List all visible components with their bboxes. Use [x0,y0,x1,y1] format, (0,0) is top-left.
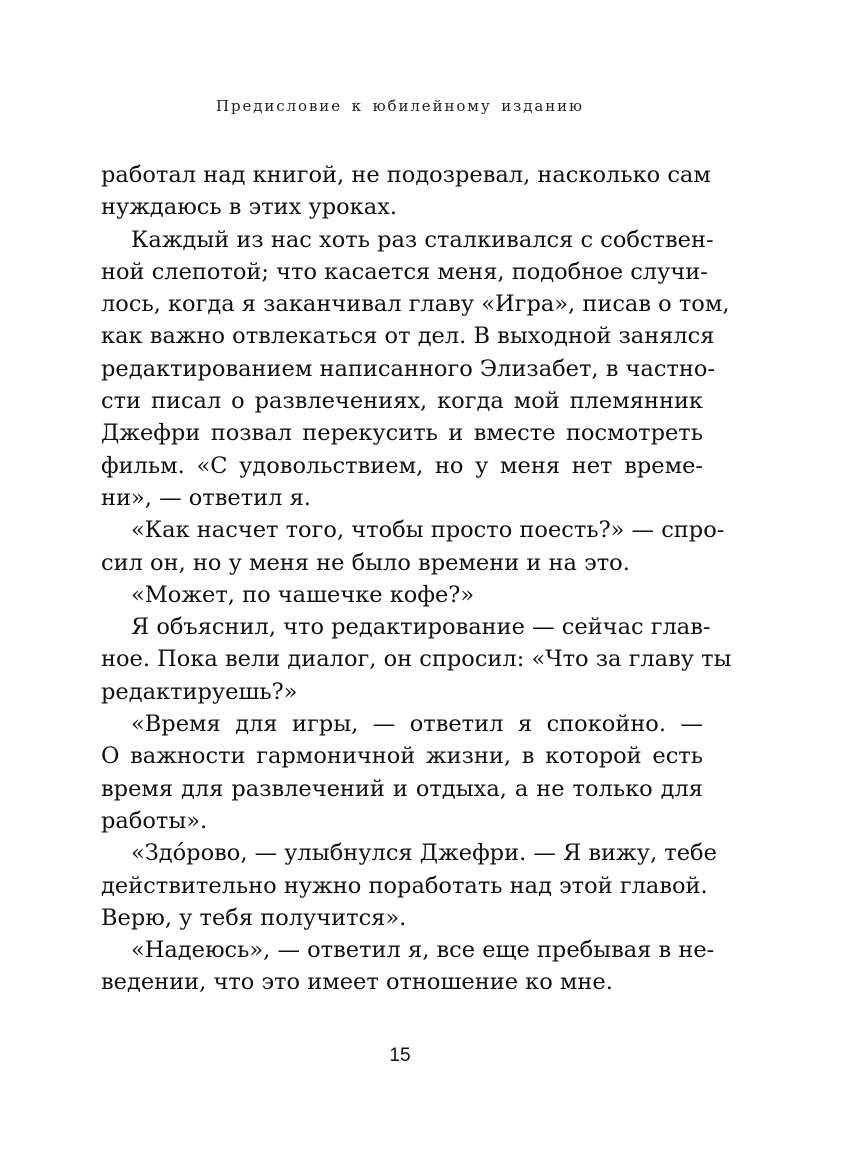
text-line: «Может, по чашечке кофе?» [131,581,475,608]
text-line: как важно отвлекаться от дел. В выходной занялся [101,323,715,350]
body-text [101,159,732,999]
text-line: ни», — ответил я. [101,484,311,511]
text-line: ной слепотой; что касается меня, подобное случи- [101,258,708,285]
text-line: редактированием написанного Элизабет, в частно- [101,355,716,382]
text-line: действительно нужно поработать над этой главой. [101,872,708,899]
text-line: «Время для игры, — ответил я спокойно. — [131,711,703,738]
text-line: «Здóрово, — улыбнулся Джефри. — Я вижу, тебе [131,840,717,867]
text-line: лось, когда я заканчивал главу «Игра», писав о том, [101,291,730,318]
text-line: работы». [101,807,208,834]
paragraph [101,159,711,224]
paragraph [101,934,715,999]
text-line: Джефри позвал перекусить и вместе посмотреть [101,420,703,447]
text-line: Каждый из нас хоть раз сталкивался с собствен- [131,226,714,253]
text-line: О важности гармоничной жизни, в которой есть [101,743,703,770]
text-line: фильм. «С удовольствием, но у меня нет време- [101,452,703,479]
text-line: сил он, но у меня не было времени и на это. [101,549,630,576]
text-line: сти писал о развлечениях, когда мой племянник [101,388,703,415]
text-line: редактируешь?» [101,678,298,705]
text-line: работал над книгой, не подозревал, насколько сам [101,162,711,188]
paragraph [101,708,703,837]
paragraph [101,224,730,515]
text-line: ное. Пока вели диалог, он спросил: «Что за главу ты [101,646,732,673]
paragraph [101,579,703,611]
paragraph [101,611,732,708]
text-line: ведении, что это имеет отношение ко мне. [101,969,613,996]
text-line: Я объяснил, что редактирование — сейчас глав- [131,614,711,641]
text-line: «Надеюсь», — ответил я, все еще пребывая в не- [131,937,715,964]
text-line: «Как насчет того, чтобы просто поесть?» — спро- [131,517,725,544]
paragraph [101,837,717,934]
running-head: Предисловие к юбилейному изданию [216,97,584,115]
paragraph [101,514,725,579]
text-line: Верю, у тебя получится». [101,904,407,931]
page-number: 15 [389,1045,411,1066]
text-line: время для развлечений и отдыха, а не только для [101,775,703,802]
text-line: нуждаюсь в этих уроках. [101,194,398,221]
